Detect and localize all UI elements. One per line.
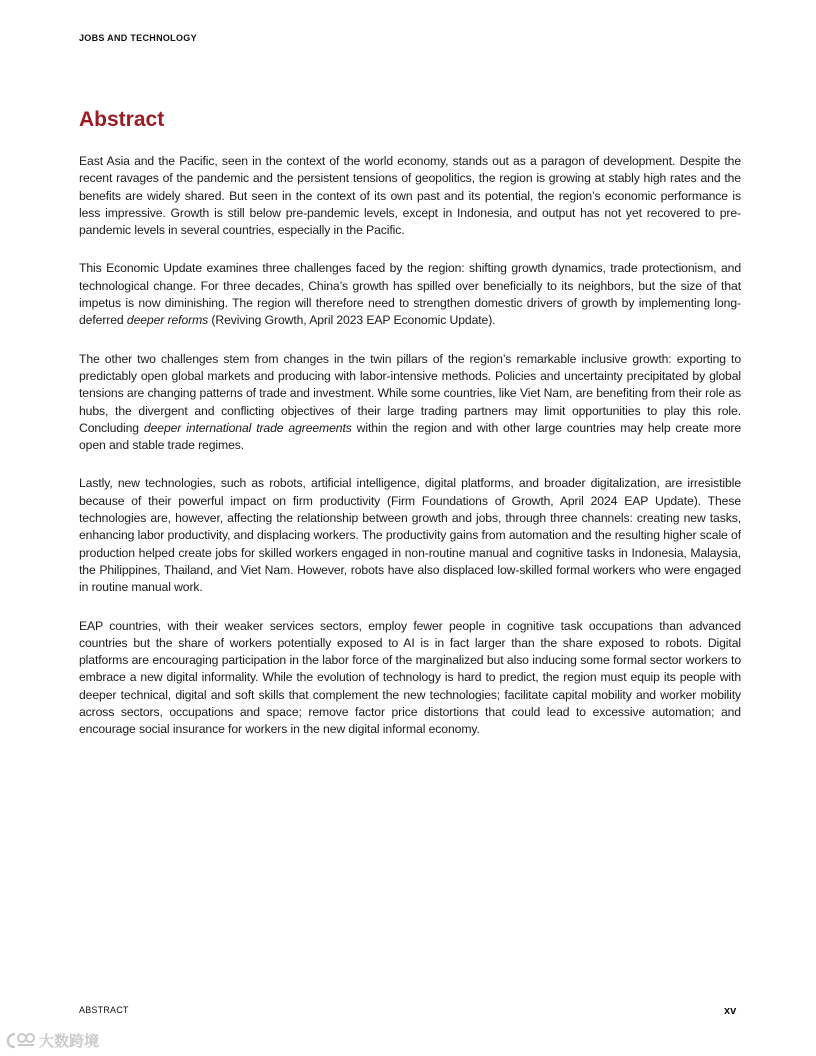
paragraph-1 [79,153,741,239]
emphasis-text: deeper reforms [126,313,209,328]
paragraph-text: East Asia and the Pacific, seen in the context of the world economy, stands out as a paragon of development. Despite the recent ravages of the pandemic and the persistent tensions of geopolitics, the region is growing at stably high rates and the benefits are widely shared. But seen in the context of its own past and its potential, the region’s economic performance is less impressive. Growth is still below pre-pandemic levels, except in Indonesia, and output has not yet recovered to pre-pandemic levels in several countries, especially in the Pacific. [79,154,741,238]
paragraph-text: within the region and with other large countries may help create more open and stable trade regimes. [79,420,741,453]
paragraph-text: The other two challenges stem from changes in the twin pillars of the region’s remarkable inclusive growth: exporting to predictably open global markets and producing with labor-intensive methods. Policies and uncertainty precipitated by global tensions are changing patterns of trade and investment. While some countries, like Viet Nam, are benefiting from their role as hubs, the divergent and conflicting objectives of their large trading partners may limit opportunities to play this role. Concluding [79,351,741,435]
watermark [6,1030,99,1050]
watermark-logo-icon [6,1030,36,1050]
footer-section-label: ABSTRACT [79,1005,129,1015]
paragraph-3 [79,351,741,455]
paragraph-text: Lastly, new technologies, such as robots, artificial intelligence, digital platforms, and broader digitalization, are irresistible because of their powerful impact on firm productivity (Firm Foundations of Growth, April 2024 EAP Update). These technologies are, however, affecting the relationship between growth and jobs, through three channels: creating new tasks, enhancing labor productivity, and displacing workers. The productivity gains from automation and the resulting higher scale of production helped create jobs for skilled workers engaged in non-routine manual and cognitive tasks in Indonesia, Malaysia, the Philippines, Thailand, and Viet Nam. However, robots have also displaced low-skilled formal workers who were engaged in routine manual work. [79,476,741,595]
running-header: JOBS AND TECHNOLOGY [79,33,197,43]
abstract-body [79,153,741,760]
page-number: xv [724,1005,737,1017]
paragraph-text: This Economic Update examines three challenges faced by the region: shifting growth dynamics, trade protectionism, and technological change. For three decades, China’s growth has spilled over beneficially to its neighbors, but the size of that impetus is now diminishing. The region will therefore need to strengthen domestic drivers of growth by implementing long-deferred [79,261,741,328]
section-title: Abstract [79,108,165,131]
paragraph-2 [79,260,741,329]
paragraph-5 [79,618,741,739]
watermark-text: 大数跨境 [39,1032,100,1050]
emphasis-text: deeper international trade agreements [143,420,352,435]
paragraph-text: EAP countries, with their weaker services sectors, employ fewer people in cognitive task occupations than advanced countries but the share of workers potentially exposed to AI is in fact larger than the share exposed to robots. Digital platforms are encouraging participation in the labor force of the marginalized but also inducing some formal sector workers to embrace a new digital informality. While the evolution of technology is hard to predict, the region must equip its people with deeper technical, digital and soft skills that complement the new technologies; facilitate capital mobility and worker mobility across sectors, occupations and space; remove factor price distortions that could lead to excessive automation; and encourage social insurance for workers in the new digital informal economy. [79,618,741,737]
paragraph-text: (Reviving Growth, April 2023 EAP Economic Update). [208,313,496,328]
paragraph-4 [79,475,741,596]
